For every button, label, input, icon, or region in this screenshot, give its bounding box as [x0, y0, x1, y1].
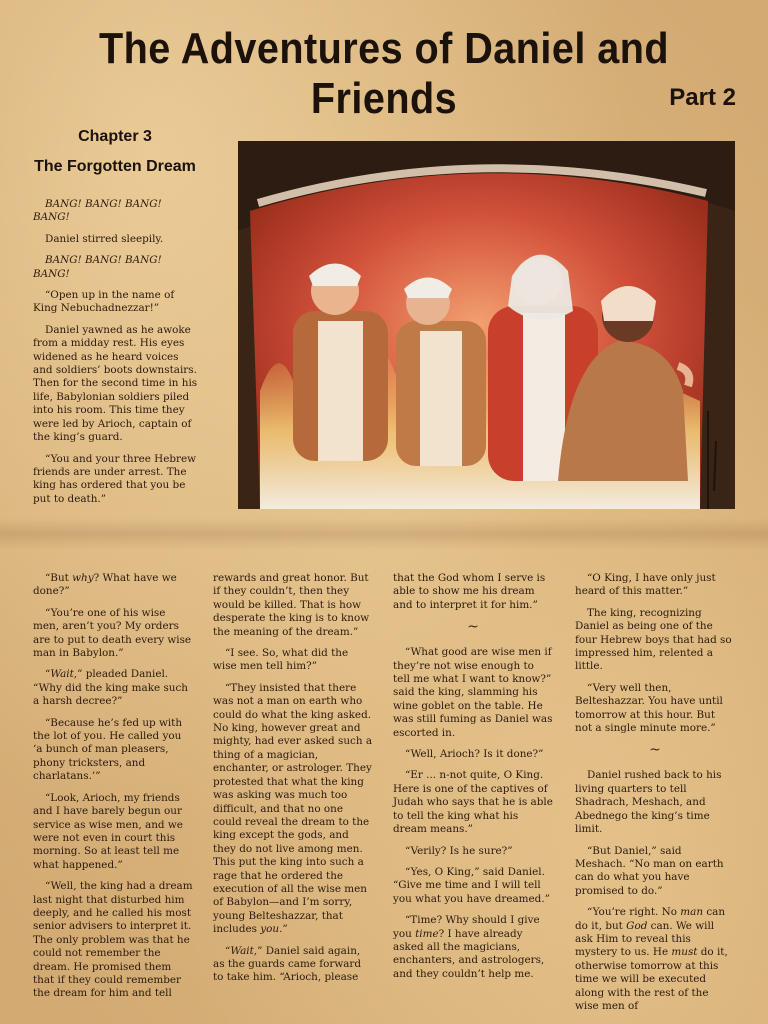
paragraph: “O King, I have only just heard of this matter.” — [575, 572, 716, 598]
paragraph: “Open up in the name of King Nebuchadnezzar!” — [33, 289, 175, 315]
paragraph: that the God whom I serve is able to show me his dream and to interpret it for him.” — [393, 572, 546, 611]
page-title: The Adventures of Daniel and Friends — [98, 24, 670, 123]
text-column-3 — [393, 572, 553, 989]
paragraph: “You’re one of his wise men, aren’t you? My orders are to put to death every wise man in Babylon.” — [33, 606, 192, 660]
paragraph: Daniel rushed back to his living quarters to tell Shadrach, Meshach, and Abednego the king’s time limit. — [575, 769, 722, 836]
paragraph: “I see. So, what did the wise men tell him?” — [213, 647, 349, 673]
paragraph: “Er ... n-not quite, O King. Here is one of the captives of Judah who says that he is able to tell the king what his dream means.” — [393, 769, 553, 836]
chapter-number: Chapter 3 — [78, 128, 152, 145]
chapter-title: The Forgotten Dream — [34, 158, 196, 175]
paragraph: “Well, the king had a dream last night that disturbed him deeply, and he called his most senior advisers to interpret it. The only problem was that he could not remember the dream. He promised them that if they could remember the dream for him and tell — [33, 880, 193, 1000]
paragraph: Daniel yawned as he awoke from a midday rest. His eyes widened as he heard voices and soldiers’ boots downstairs. Then for the second time in his life, Babylonian soldiers piled into his room. This time they were led by Arioch, captain of the king’s guard. — [33, 323, 198, 444]
paragraph: “What good are wise men if they’re not wise enough to tell me what I want to know?” said the king, slamming his wine goblet on the table. He was still fuming as Daniel was escorted in. — [393, 646, 553, 739]
section-divider — [0, 518, 768, 550]
paragraph: “Time? Why should I give you time? I have already asked all the magicians, enchanters, and astrologers, and they couldn’t help me. — [393, 914, 545, 980]
paragraph: “But Daniel,” said Meshach. “No man on earth can do what you have promised to do.” — [575, 844, 724, 897]
paragraph: “Wait,” pleaded Daniel. “Why did the king make such a harsh decree?” — [33, 668, 188, 708]
paragraph: “Look, Arioch, my friends and I have barely begun our service as wise men, and we were not even in court this morning. So at least tell me what happened.” — [33, 791, 183, 871]
paragraph: The king, recognizing Daniel as being one of the four Hebrew boys that had so impressed him, relented a little. — [575, 606, 732, 673]
paragraph: “Yes, O King,” said Daniel. “Give me time and I will tell you what you have dreamed.” — [393, 865, 550, 905]
text-column-2 — [213, 572, 373, 993]
paragraph: “You’re right. No man can do it, but God can. We will ask Him to reveal this mystery to us. He must do it, otherwise tomorrow at this time we will be executed along with the rest of the wise men of — [575, 906, 728, 1012]
paragraph: “Well, Arioch? Is it done?” — [405, 748, 544, 761]
paragraph: “Very well then, Belteshazzar. You have until tomorrow at this hour. But not a single minute more.” — [575, 681, 723, 735]
paragraph: BANG! BANG! BANG! BANG! — [33, 198, 162, 224]
paragraph: “But why? What have we done?” — [33, 572, 177, 598]
four-men-in-fiery-furnace-icon — [238, 141, 735, 509]
paragraph: “Wait,” Daniel said again, as the guards came forward to take him. “Arioch, please — [213, 944, 362, 984]
paragraph: Daniel stirred sleepily. — [45, 232, 164, 245]
fiery-furnace-illustration — [238, 141, 735, 509]
intro-column — [33, 198, 198, 514]
flourish-icon: ~ — [467, 619, 479, 636]
text-column-4 — [575, 572, 735, 1021]
paragraph: “They insisted that there was not a man on earth who could do what the king asked. No king, however great and mighty, had ever asked such a thing of a magician, enchanter, or astrologer. They protested that what the king was asking was much too difficult, and that no one could reveal the dream to the king except the gods, and they do not live among men. This put the king into such a rage that he ordered the execution of all the wise men of Babylon—and I’m sorry, young Belteshazzar, that includes you.” — [213, 681, 373, 936]
text-column-1 — [33, 572, 193, 1009]
paragraph: rewards and great honor. But if they couldn’t, then they would be killed. That is how desperate the king is to know the meaning of the dream.” — [213, 572, 370, 638]
paragraph: “Verily? Is he sure?” — [405, 844, 513, 857]
paragraph: “Because he’s fed up with the lot of you. He called you ‘a bunch of man pleasers, phony tricksters, and charlatans.’” — [33, 716, 183, 783]
paragraph: BANG! BANG! BANG! BANG! — [33, 254, 162, 280]
flourish-icon: ~ — [649, 742, 661, 759]
part-label: Part 2 — [669, 84, 736, 111]
paragraph: “You and your three Hebrew friends are under arrest. The king has ordered that you be put to death.” — [33, 452, 197, 505]
